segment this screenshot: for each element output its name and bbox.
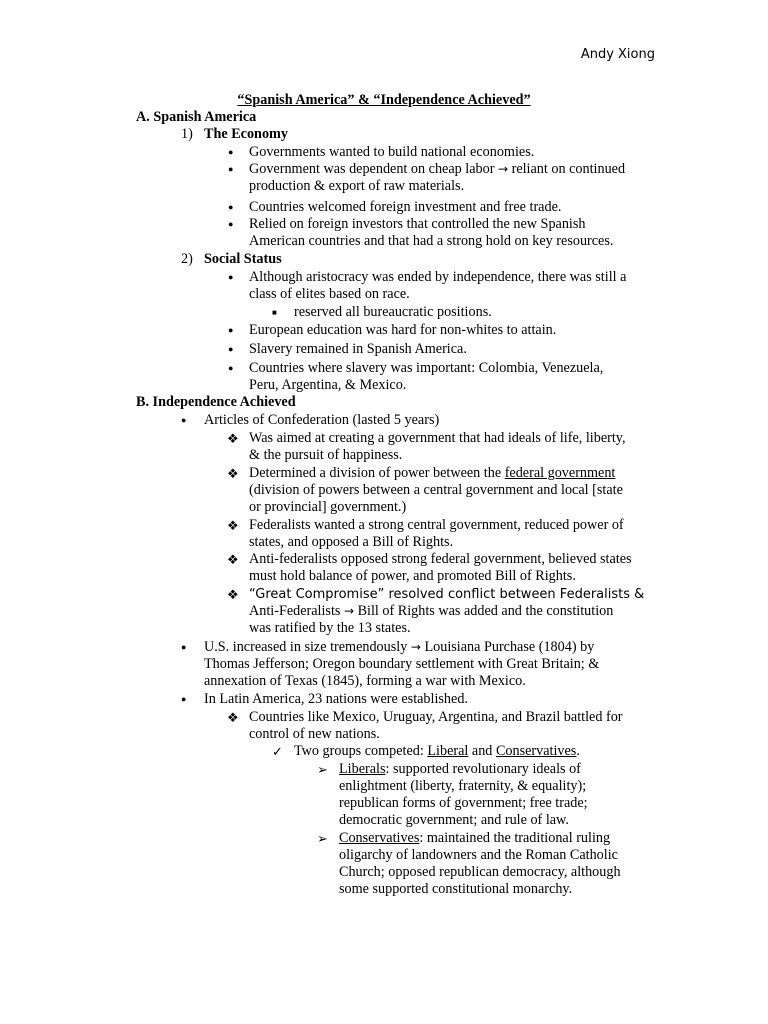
articles-point-3-line-2: states, and opposed a Bill of Rights. bbox=[249, 534, 454, 550]
us-expansion bbox=[204, 639, 594, 656]
section-b-heading: B. Independence Achieved bbox=[136, 394, 296, 410]
social-heading: Social Status bbox=[204, 251, 282, 267]
economy-bullet-2 bbox=[249, 161, 625, 178]
diamond-bullet-icon: ❖ bbox=[227, 587, 239, 602]
latin-america-sub: Countries like Mexico, Uruguay, Argentina, and Brazil battled for bbox=[249, 709, 623, 725]
bullet-icon: ● bbox=[228, 219, 234, 229]
economy-number: 1) bbox=[181, 126, 193, 142]
arrow-right-icon: → bbox=[497, 162, 509, 176]
articles-label: Articles of Confederation (lasted 5 years) bbox=[204, 412, 440, 428]
bullet-icon: ● bbox=[228, 325, 234, 335]
us-expansion-text-post: Louisiana Purchase (1804) by bbox=[424, 639, 595, 655]
bullet-icon: ● bbox=[181, 415, 187, 425]
economy-bullet-3: Countries welcomed foreign investment and free trade. bbox=[249, 199, 562, 215]
articles-point-2 bbox=[249, 465, 615, 482]
pointer-arrow-icon: ➢ bbox=[317, 831, 328, 846]
conservatives-line-3: Church; opposed republican democracy, although bbox=[339, 864, 621, 880]
liberals-term: Liberals bbox=[339, 761, 386, 777]
conservatives-definition bbox=[339, 830, 610, 847]
and-text: and bbox=[471, 743, 493, 759]
conservatives-def-term: Conservatives bbox=[339, 830, 420, 846]
bullet-icon: ● bbox=[181, 694, 187, 704]
economy-bullet-1: Governments wanted to build national economies. bbox=[249, 144, 535, 160]
articles-point-3: Federalists wanted a strong central government, reduced power of bbox=[249, 517, 624, 533]
latin-america-point: In Latin America, 23 nations were established. bbox=[204, 691, 468, 707]
economy-heading: The Economy bbox=[204, 126, 288, 142]
diamond-bullet-icon: ❖ bbox=[227, 431, 239, 446]
articles-point-2-line-2: (division of powers between a central government and local [state bbox=[249, 482, 623, 498]
liberals-line-3: republican forms of government; free trade; bbox=[339, 795, 588, 811]
social-bullet-1-line-2: class of elites based on race. bbox=[249, 286, 410, 302]
social-bullet-4-line-2: Peru, Argentina, & Mexico. bbox=[249, 377, 407, 393]
bullet-icon: ● bbox=[181, 642, 187, 652]
liberals-text: : supported revolutionary ideals of bbox=[385, 761, 581, 777]
economy-bullet-2-text-post: reliant on continued bbox=[511, 161, 626, 177]
articles-point-1: Was aimed at creating a government that had ideals of life, liberty, bbox=[249, 430, 626, 446]
economy-bullet-4-line-2: American countries and that had a strong hold on key resources. bbox=[249, 233, 614, 249]
diamond-bullet-icon: ❖ bbox=[227, 518, 239, 533]
social-bullet-2: European education was hard for non-whites to attain. bbox=[249, 322, 557, 338]
articles-point-2-text: Determined a division of power between the bbox=[249, 465, 502, 481]
diamond-bullet-icon: ❖ bbox=[227, 466, 239, 481]
articles-point-4: Anti-federalists opposed strong federal government, believed states bbox=[249, 551, 632, 567]
economy-bullet-2-text: Government was dependent on cheap labor bbox=[249, 161, 495, 177]
conservatives-line-4: some supported constitutional monarchy. bbox=[339, 881, 573, 897]
period-text: . bbox=[576, 743, 580, 759]
social-bullet-3: Slavery remained in Spanish America. bbox=[249, 341, 467, 357]
two-groups-text: Two groups competed: bbox=[294, 743, 424, 759]
social-number: 2) bbox=[181, 251, 193, 267]
bullet-icon: ● bbox=[228, 147, 234, 157]
two-groups-line bbox=[294, 743, 580, 760]
latin-america-sub-line-2: control of new nations. bbox=[249, 726, 380, 742]
articles-point-2-line-3: or provincial] government.) bbox=[249, 499, 407, 515]
liberals-line-2: enlightment (liberty, fraternity, & equality); bbox=[339, 778, 587, 794]
articles-point-5-line-3: was ratified by the 13 states. bbox=[249, 620, 411, 636]
articles-point-5-line-2 bbox=[249, 603, 613, 620]
us-expansion-text: U.S. increased in size tremendously bbox=[204, 639, 408, 655]
liberal-term: Liberal bbox=[427, 743, 469, 759]
diamond-bullet-icon: ❖ bbox=[227, 552, 239, 567]
social-sub-bullet: reserved all bureaucratic positions. bbox=[294, 304, 492, 320]
bullet-icon: ● bbox=[228, 202, 234, 212]
page-title: “Spanish America” & “Independence Achieved” bbox=[237, 92, 531, 108]
bullet-icon: ● bbox=[228, 164, 234, 174]
conservatives-term: Conservatives bbox=[495, 743, 577, 759]
conservatives-line-2: oligarchy of landowners and the Roman Catholic bbox=[339, 847, 618, 863]
bullet-icon: ● bbox=[228, 344, 234, 354]
author-name: Andy Xiong bbox=[580, 47, 655, 62]
bullet-icon: ● bbox=[228, 272, 234, 282]
us-expansion-line-3: annexation of Texas (1845), forming a war with Mexico. bbox=[204, 673, 526, 689]
economy-bullet-4: Relied on foreign investors that controlled the new Spanish bbox=[249, 216, 586, 232]
diamond-bullet-icon: ❖ bbox=[227, 710, 239, 725]
bullet-icon: ● bbox=[228, 363, 234, 373]
articles-point-4-line-2: must hold balance of power, and promoted Bill of Rights. bbox=[249, 568, 576, 584]
liberals-line-4: democratic government; and rule of law. bbox=[339, 812, 569, 828]
conservatives-text: : maintained the traditional ruling bbox=[419, 830, 611, 846]
social-bullet-1: Although aristocracy was ended by independence, there was still a bbox=[249, 269, 627, 285]
economy-bullet-2-line-2: production & export of raw materials. bbox=[249, 178, 465, 194]
social-bullet-4: Countries where slavery was important: Colombia, Venezuela, bbox=[249, 360, 604, 376]
square-bullet-icon: ■ bbox=[272, 308, 277, 317]
anti-federalists-text: Anti-Federalists bbox=[249, 603, 341, 619]
checkmark-icon: ✓ bbox=[272, 744, 283, 759]
arrow-right-icon: → bbox=[410, 640, 421, 654]
section-a-heading: A. Spanish America bbox=[136, 109, 257, 125]
articles-point-1-line-2: & the pursuit of happiness. bbox=[249, 447, 403, 463]
articles-point-5-text-post: Bill of Rights was added and the constitution bbox=[357, 603, 614, 619]
federal-government-term: federal government bbox=[504, 465, 616, 481]
us-expansion-line-2: Thomas Jefferson; Oregon boundary settlement with Great Britain; & bbox=[204, 656, 600, 672]
pointer-arrow-icon: ➢ bbox=[317, 762, 328, 777]
arrow-right-icon: → bbox=[343, 604, 355, 618]
liberals-definition bbox=[339, 761, 581, 778]
articles-point-5: “Great Compromise” resolved conflict between Federalists & bbox=[249, 587, 645, 602]
